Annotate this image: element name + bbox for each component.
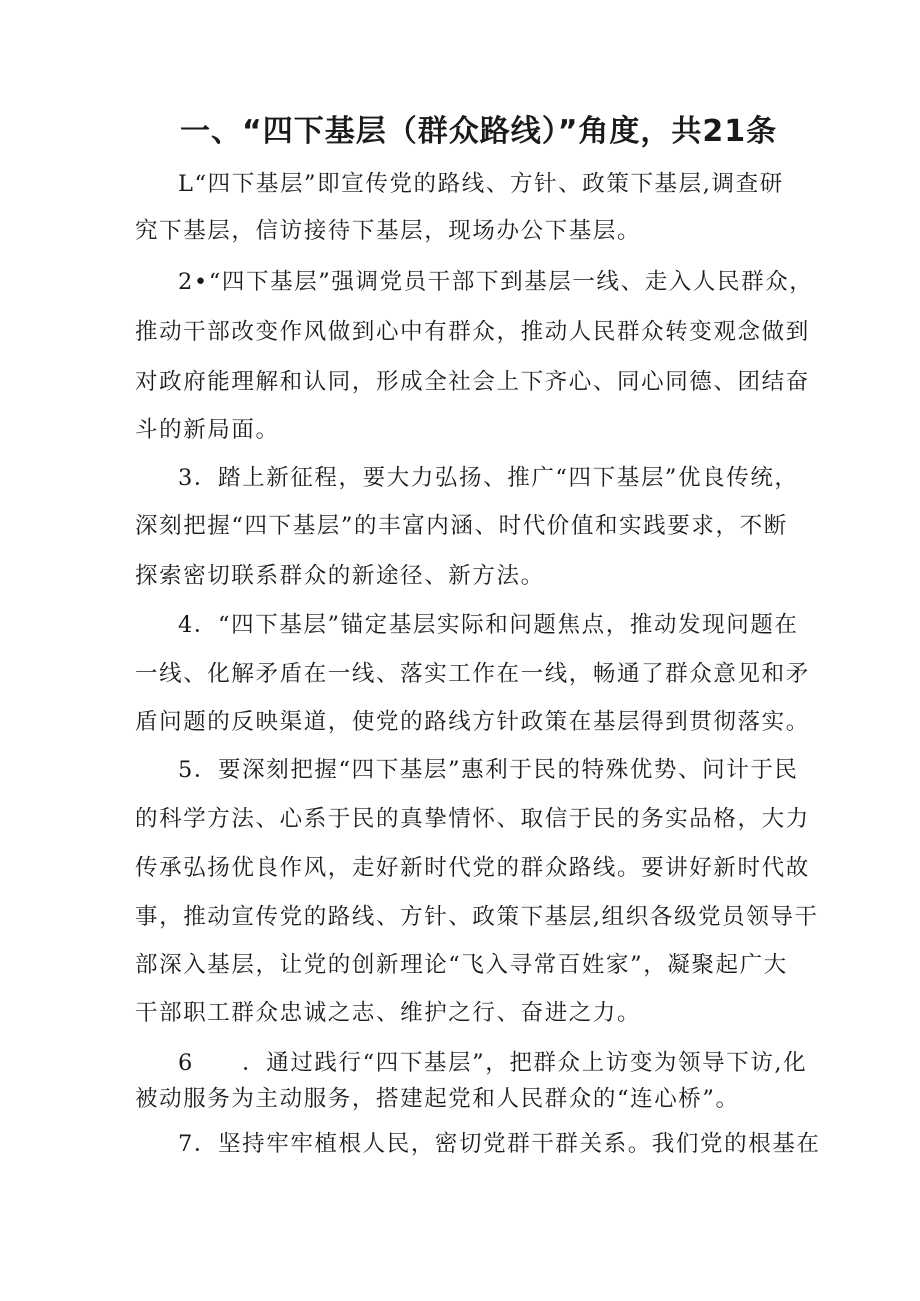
paragraph-3-line-2: 深刻把握“四下基层”的丰富内涵、时代价值和实践要求，不断 <box>135 513 788 539</box>
paragraph-7-line-1: 7．坚持牢牢植根人民，密切党群干群关系。我们党的根基在 <box>178 1131 821 1157</box>
paragraph-5-line-3: 传承弘扬优良作风，走好新时代党的群众路线。要讲好新时代故 <box>135 855 810 881</box>
paragraph-5-line-6: 干部职工群众忠诚之志、维护之行、奋进之力。 <box>135 1000 642 1026</box>
paragraph-2-line-2: 推动干部改变作风做到心中有群众，推动人民群众转变观念做到 <box>135 319 810 345</box>
paragraph-2-line-3: 对政府能理解和认同，形成全社会上下齐心、同心同德、团结奋 <box>135 369 810 395</box>
paragraph-5-line-5: 部深入基层，让党的创新理论“飞入寻常百姓家”，凝聚起广大 <box>135 952 788 978</box>
paragraph-5-line-4: 事，推动宣传党的路线、方针、政策下基层,组织各级党员领导干 <box>135 904 819 930</box>
paragraph-6-line-2: 被动服务为主动服务，搭建起党和人民群众的“连心桥”。 <box>135 1086 740 1112</box>
paragraph-3-line-3: 探索密切联系群众的新途径、新方法。 <box>135 563 545 589</box>
paragraph-6-line-1: 6 ．通过践行“四下基层”，把群众上访变为领导下访,化 <box>178 1050 808 1076</box>
paragraph-1-line-1: L“四下基层”即宣传党的路线、方针、政策下基层,调查研 <box>178 171 784 197</box>
paragraph-4-line-2: 一线、化解矛盾在一线、落实工作在一线，畅通了群众意见和矛 <box>135 661 810 687</box>
paragraph-4-line-3: 盾问题的反映渠道，使党的路线方针政策在基层得到贯彻落实。 <box>135 709 810 735</box>
paragraph-5-line-1: 5．要深刻把握“四下基层”惠利于民的特殊优势、问计于民 <box>178 757 799 783</box>
paragraph-2-line-4: 斗的新局面。 <box>135 417 280 443</box>
section-heading: 一、“四下基层（群众路线）”角度，共21条 <box>180 114 778 149</box>
paragraph-1-line-2: 究下基层，信访接待下基层，现场办公下基层。 <box>135 218 642 244</box>
paragraph-3-line-1: 3．踏上新征程，要大力弘扬、推广“四下基层”优良传统， <box>178 465 799 491</box>
paragraph-2-line-1: 2•“四下基层”强调党员干部下到基层一线、走入人民群众， <box>178 269 814 295</box>
paragraph-5-line-2: 的科学方法、心系于民的真挚情怀、取信于民的务实品格，大力 <box>135 806 810 832</box>
paragraph-4-line-1: 4．“四下基层”锚定基层实际和问题焦点，推动发现问题在 <box>178 612 799 638</box>
